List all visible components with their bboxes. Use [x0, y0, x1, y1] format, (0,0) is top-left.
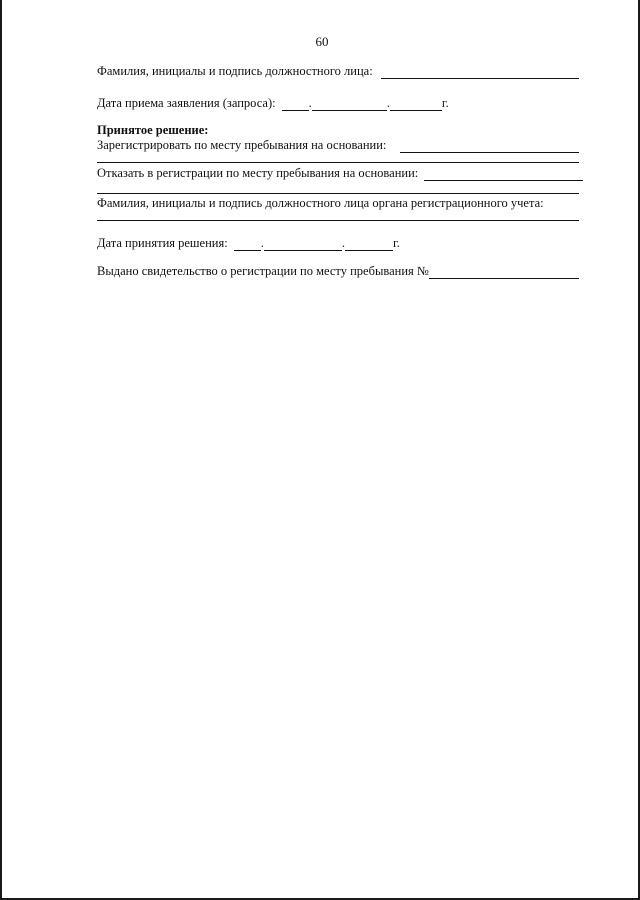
application-year-field[interactable] — [390, 99, 442, 111]
official-signature-row — [97, 64, 579, 79]
registrar-signature-label: Фамилия, инициалы и подпись должностного лица органа регистрационного учета: — [97, 196, 544, 210]
page-number: 60 — [315, 34, 329, 49]
decision-heading: Принятое решение: — [97, 123, 209, 137]
date-separator: . — [260, 236, 264, 250]
application-date-row — [97, 96, 449, 111]
certificate-label: Выдано свидетельство о регистрации по месту пребывания № — [97, 264, 429, 278]
application-day-field[interactable] — [282, 99, 309, 111]
certificate-number-field[interactable] — [429, 267, 579, 279]
refuse-basis-field[interactable] — [424, 169, 583, 181]
date-separator: . — [341, 236, 345, 250]
refuse-row — [97, 166, 583, 181]
decision-date-row — [97, 236, 400, 251]
decision-year-field[interactable] — [345, 239, 393, 251]
refuse-label: Отказать в регистрации по месту пребывания на основании: — [97, 166, 419, 180]
application-date-label: Дата приема заявления (запроса): — [97, 96, 276, 110]
official-signature-field[interactable] — [381, 67, 579, 79]
registrar-signature-row — [97, 196, 544, 211]
decision-day-field[interactable] — [234, 239, 261, 251]
application-month-field[interactable] — [312, 99, 387, 111]
year-suffix: г. — [441, 96, 449, 110]
register-row — [97, 138, 579, 153]
certificate-row — [97, 264, 579, 279]
decision-month-field[interactable] — [264, 239, 342, 251]
date-separator: . — [386, 96, 390, 110]
register-basis-field-line2[interactable] — [97, 162, 579, 163]
official-signature-label: Фамилия, инициалы и подпись должностного лица: — [97, 64, 373, 78]
date-separator: . — [308, 96, 312, 110]
year-suffix: г. — [392, 236, 400, 250]
register-basis-field[interactable] — [400, 141, 579, 153]
decision-date-label: Дата принятия решения: — [97, 236, 228, 250]
refuse-basis-field-line2[interactable] — [97, 193, 579, 194]
register-label: Зарегистрировать по месту пребывания на основании: — [97, 138, 387, 152]
registrar-signature-field[interactable] — [97, 220, 579, 221]
